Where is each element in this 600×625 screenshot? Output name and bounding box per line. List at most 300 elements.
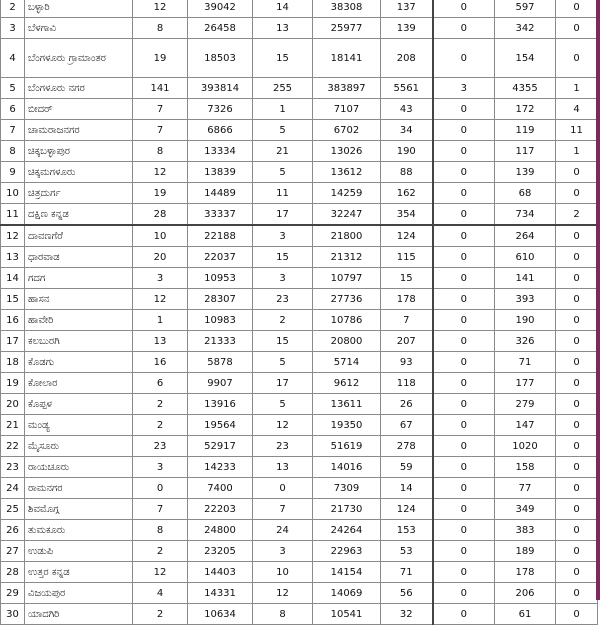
value-cell-c6: 0 [433, 204, 495, 226]
value-cell-c7: 597 [495, 0, 556, 18]
value-cell-c5: 139 [381, 18, 433, 39]
table-row [1, 204, 598, 226]
value-cell-c7: 77 [495, 478, 556, 499]
value-cell-c5: 56 [381, 583, 433, 604]
value-cell-c2: 13916 [188, 394, 253, 415]
value-cell-c7: 1020 [495, 436, 556, 457]
value-cell-c6: 0 [433, 39, 495, 78]
value-cell-c8: 1 [556, 141, 598, 162]
table-row [1, 604, 598, 625]
value-cell-c8: 0 [556, 247, 598, 268]
value-cell-c7: 279 [495, 394, 556, 415]
district-name-cell: ಬೀದರ್ [25, 99, 133, 120]
district-name-cell: ರಾಯಚೂರು [25, 457, 133, 478]
table-row [1, 457, 598, 478]
serial-number-cell: 5 [1, 78, 25, 99]
value-cell-c2: 10953 [188, 268, 253, 289]
value-cell-c7: 383 [495, 520, 556, 541]
value-cell-c4: 13612 [313, 162, 381, 183]
value-cell-c6: 0 [433, 583, 495, 604]
value-cell-c2: 52917 [188, 436, 253, 457]
value-cell-c4: 5714 [313, 352, 381, 373]
district-name-cell: ದಕ್ಷಿಣ ಕನ್ನಡ [25, 204, 133, 226]
value-cell-c4: 14016 [313, 457, 381, 478]
value-cell-c5: 67 [381, 415, 433, 436]
table-row [1, 352, 598, 373]
serial-number-cell: 7 [1, 120, 25, 141]
value-cell-c4: 13611 [313, 394, 381, 415]
district-name-cell: ಕೊಪ್ಪಳ [25, 394, 133, 415]
value-cell-c7: 68 [495, 183, 556, 204]
serial-number-cell: 9 [1, 162, 25, 183]
value-cell-c1: 12 [133, 289, 188, 310]
value-cell-c1: 19 [133, 183, 188, 204]
value-cell-c1: 7 [133, 120, 188, 141]
table-row [1, 583, 598, 604]
value-cell-c3: 1 [253, 99, 313, 120]
serial-number-cell: 22 [1, 436, 25, 457]
serial-number-cell: 17 [1, 331, 25, 352]
serial-number-cell: 10 [1, 183, 25, 204]
district-name-cell: ಮೈಸೂರು [25, 436, 133, 457]
value-cell-c7: 206 [495, 583, 556, 604]
value-cell-c7: 349 [495, 499, 556, 520]
value-cell-c3: 15 [253, 247, 313, 268]
value-cell-c8: 0 [556, 162, 598, 183]
table-row [1, 499, 598, 520]
table-row [1, 120, 598, 141]
value-cell-c5: 178 [381, 289, 433, 310]
value-cell-c2: 22203 [188, 499, 253, 520]
serial-number-cell: 24 [1, 478, 25, 499]
value-cell-c3: 5 [253, 394, 313, 415]
table-row [1, 247, 598, 268]
value-cell-c5: 32 [381, 604, 433, 625]
table-row [1, 478, 598, 499]
district-name-cell: ದಾವಣಗೆರೆ [25, 225, 133, 247]
value-cell-c2: 19564 [188, 415, 253, 436]
serial-number-cell: 4 [1, 39, 25, 78]
value-cell-c6: 0 [433, 18, 495, 39]
serial-number-cell: 12 [1, 225, 25, 247]
value-cell-c2: 5878 [188, 352, 253, 373]
serial-number-cell: 2 [1, 0, 25, 18]
value-cell-c5: 5561 [381, 78, 433, 99]
value-cell-c5: 15 [381, 268, 433, 289]
value-cell-c1: 13 [133, 331, 188, 352]
value-cell-c7: 119 [495, 120, 556, 141]
value-cell-c6: 0 [433, 604, 495, 625]
value-cell-c3: 11 [253, 183, 313, 204]
serial-number-cell: 27 [1, 541, 25, 562]
value-cell-c6: 0 [433, 478, 495, 499]
value-cell-c2: 18503 [188, 39, 253, 78]
table-row [1, 436, 598, 457]
serial-number-cell: 28 [1, 562, 25, 583]
table-row [1, 415, 598, 436]
value-cell-c1: 7 [133, 499, 188, 520]
value-cell-c2: 33337 [188, 204, 253, 226]
value-cell-c3: 3 [253, 225, 313, 247]
value-cell-c1: 2 [133, 541, 188, 562]
value-cell-c7: 172 [495, 99, 556, 120]
district-name-cell: ಬೆಂಗಳೂರು ನಗರ [25, 78, 133, 99]
district-name-cell: ಮಂಡ್ಯ [25, 415, 133, 436]
value-cell-c6: 0 [433, 373, 495, 394]
value-cell-c4: 14069 [313, 583, 381, 604]
value-cell-c6: 0 [433, 541, 495, 562]
value-cell-c6: 0 [433, 162, 495, 183]
district-name-cell: ಬೆಂಗಳೂರು ಗ್ರಾಮಾಂತರ [25, 39, 133, 78]
value-cell-c3: 7 [253, 499, 313, 520]
table-row [1, 39, 598, 78]
value-cell-c1: 1 [133, 310, 188, 331]
value-cell-c1: 20 [133, 247, 188, 268]
value-cell-c7: 326 [495, 331, 556, 352]
table-row [1, 225, 598, 247]
value-cell-c1: 2 [133, 604, 188, 625]
value-cell-c7: 71 [495, 352, 556, 373]
value-cell-c5: 124 [381, 499, 433, 520]
value-cell-c3: 15 [253, 331, 313, 352]
value-cell-c1: 7 [133, 99, 188, 120]
value-cell-c8: 0 [556, 478, 598, 499]
table-body [1, 0, 598, 625]
value-cell-c2: 22037 [188, 247, 253, 268]
serial-number-cell: 21 [1, 415, 25, 436]
value-cell-c1: 10 [133, 225, 188, 247]
value-cell-c6: 0 [433, 141, 495, 162]
table-row [1, 78, 598, 99]
value-cell-c5: 34 [381, 120, 433, 141]
value-cell-c1: 23 [133, 436, 188, 457]
value-cell-c3: 15 [253, 39, 313, 78]
value-cell-c5: 153 [381, 520, 433, 541]
value-cell-c1: 8 [133, 520, 188, 541]
value-cell-c6: 0 [433, 352, 495, 373]
value-cell-c4: 51619 [313, 436, 381, 457]
value-cell-c6: 0 [433, 562, 495, 583]
value-cell-c3: 23 [253, 289, 313, 310]
value-cell-c2: 22188 [188, 225, 253, 247]
value-cell-c6: 3 [433, 78, 495, 99]
value-cell-c7: 61 [495, 604, 556, 625]
value-cell-c2: 7326 [188, 99, 253, 120]
district-name-cell: ಹಾವೇರಿ [25, 310, 133, 331]
district-name-cell: ಹಾಸನ [25, 289, 133, 310]
value-cell-c7: 139 [495, 162, 556, 183]
value-cell-c2: 6866 [188, 120, 253, 141]
value-cell-c6: 0 [433, 457, 495, 478]
table-row [1, 331, 598, 352]
serial-number-cell: 11 [1, 204, 25, 226]
value-cell-c1: 8 [133, 18, 188, 39]
value-cell-c3: 17 [253, 204, 313, 226]
serial-number-cell: 26 [1, 520, 25, 541]
value-cell-c7: 190 [495, 310, 556, 331]
value-cell-c5: 88 [381, 162, 433, 183]
value-cell-c3: 17 [253, 373, 313, 394]
value-cell-c5: 137 [381, 0, 433, 18]
value-cell-c8: 0 [556, 225, 598, 247]
value-cell-c8: 0 [556, 436, 598, 457]
value-cell-c8: 0 [556, 18, 598, 39]
value-cell-c1: 28 [133, 204, 188, 226]
value-cell-c4: 25977 [313, 18, 381, 39]
value-cell-c2: 14331 [188, 583, 253, 604]
serial-number-cell: 18 [1, 352, 25, 373]
value-cell-c7: 158 [495, 457, 556, 478]
serial-number-cell: 15 [1, 289, 25, 310]
value-cell-c2: 393814 [188, 78, 253, 99]
district-name-cell: ಕಲಬುರಗಿ [25, 331, 133, 352]
value-cell-c6: 0 [433, 120, 495, 141]
table-row [1, 310, 598, 331]
value-cell-c1: 2 [133, 394, 188, 415]
table-row [1, 562, 598, 583]
value-cell-c7: 610 [495, 247, 556, 268]
value-cell-c1: 12 [133, 0, 188, 18]
value-cell-c5: 7 [381, 310, 433, 331]
value-cell-c3: 13 [253, 18, 313, 39]
value-cell-c4: 22963 [313, 541, 381, 562]
value-cell-c6: 0 [433, 225, 495, 247]
value-cell-c1: 16 [133, 352, 188, 373]
value-cell-c6: 0 [433, 99, 495, 120]
value-cell-c4: 21730 [313, 499, 381, 520]
value-cell-c1: 6 [133, 373, 188, 394]
value-cell-c8: 0 [556, 310, 598, 331]
table-row [1, 268, 598, 289]
value-cell-c4: 38308 [313, 0, 381, 18]
value-cell-c3: 5 [253, 162, 313, 183]
district-name-cell: ಉಡುಪಿ [25, 541, 133, 562]
district-name-cell: ಶಿವಮೊಗ್ಗ [25, 499, 133, 520]
table-row [1, 0, 598, 18]
value-cell-c1: 2 [133, 415, 188, 436]
value-cell-c8: 0 [556, 373, 598, 394]
value-cell-c4: 9612 [313, 373, 381, 394]
value-cell-c5: 53 [381, 541, 433, 562]
value-cell-c8: 0 [556, 562, 598, 583]
district-name-cell: ತುಮಕೂರು [25, 520, 133, 541]
value-cell-c7: 141 [495, 268, 556, 289]
value-cell-c8: 0 [556, 604, 598, 625]
value-cell-c4: 27736 [313, 289, 381, 310]
value-cell-c4: 7309 [313, 478, 381, 499]
value-cell-c1: 8 [133, 141, 188, 162]
value-cell-c4: 10786 [313, 310, 381, 331]
table-row [1, 99, 598, 120]
value-cell-c8: 0 [556, 289, 598, 310]
value-cell-c2: 13839 [188, 162, 253, 183]
value-cell-c4: 19350 [313, 415, 381, 436]
value-cell-c1: 3 [133, 457, 188, 478]
value-cell-c7: 178 [495, 562, 556, 583]
value-cell-c1: 0 [133, 478, 188, 499]
value-cell-c4: 32247 [313, 204, 381, 226]
value-cell-c8: 4 [556, 99, 598, 120]
value-cell-c6: 0 [433, 183, 495, 204]
value-cell-c5: 93 [381, 352, 433, 373]
value-cell-c8: 11 [556, 120, 598, 141]
value-cell-c5: 278 [381, 436, 433, 457]
district-name-cell: ಯಾದಗಿರಿ [25, 604, 133, 625]
value-cell-c4: 14259 [313, 183, 381, 204]
serial-number-cell: 23 [1, 457, 25, 478]
district-name-cell: ಚಿಕ್ಕಬಳ್ಳಾಪುರ [25, 141, 133, 162]
serial-number-cell: 20 [1, 394, 25, 415]
value-cell-c8: 0 [556, 183, 598, 204]
value-cell-c4: 14154 [313, 562, 381, 583]
value-cell-c8: 0 [556, 520, 598, 541]
value-cell-c5: 14 [381, 478, 433, 499]
value-cell-c8: 0 [556, 268, 598, 289]
value-cell-c1: 19 [133, 39, 188, 78]
value-cell-c7: 117 [495, 141, 556, 162]
value-cell-c5: 59 [381, 457, 433, 478]
value-cell-c7: 393 [495, 289, 556, 310]
value-cell-c8: 0 [556, 331, 598, 352]
value-cell-c7: 177 [495, 373, 556, 394]
value-cell-c3: 8 [253, 604, 313, 625]
value-cell-c3: 5 [253, 352, 313, 373]
district-name-cell: ಬೆಳಗಾವಿ [25, 18, 133, 39]
value-cell-c3: 14 [253, 0, 313, 18]
table-row [1, 394, 598, 415]
value-cell-c4: 20800 [313, 331, 381, 352]
value-cell-c5: 115 [381, 247, 433, 268]
serial-number-cell: 30 [1, 604, 25, 625]
value-cell-c1: 4 [133, 583, 188, 604]
value-cell-c2: 26458 [188, 18, 253, 39]
value-cell-c1: 141 [133, 78, 188, 99]
page-edge-accent [596, 0, 600, 600]
serial-number-cell: 25 [1, 499, 25, 520]
value-cell-c4: 6702 [313, 120, 381, 141]
serial-number-cell: 3 [1, 18, 25, 39]
value-cell-c6: 0 [433, 415, 495, 436]
table-row [1, 141, 598, 162]
value-cell-c2: 21333 [188, 331, 253, 352]
value-cell-c6: 0 [433, 247, 495, 268]
district-name-cell: ಚಿತ್ರದುರ್ಗ [25, 183, 133, 204]
value-cell-c5: 354 [381, 204, 433, 226]
value-cell-c3: 13 [253, 457, 313, 478]
serial-number-cell: 13 [1, 247, 25, 268]
value-cell-c6: 0 [433, 268, 495, 289]
value-cell-c3: 2 [253, 310, 313, 331]
value-cell-c2: 39042 [188, 0, 253, 18]
value-cell-c6: 0 [433, 436, 495, 457]
district-name-cell: ಉತ್ತರ ಕನ್ನಡ [25, 562, 133, 583]
serial-number-cell: 6 [1, 99, 25, 120]
value-cell-c6: 0 [433, 310, 495, 331]
value-cell-c7: 154 [495, 39, 556, 78]
value-cell-c3: 24 [253, 520, 313, 541]
value-cell-c2: 7400 [188, 478, 253, 499]
value-cell-c3: 3 [253, 268, 313, 289]
value-cell-c6: 0 [433, 331, 495, 352]
district-name-cell: ಚಾಮರಾಜನಗರ [25, 120, 133, 141]
value-cell-c3: 3 [253, 541, 313, 562]
district-name-cell: ರಾಮನಗರ [25, 478, 133, 499]
value-cell-c6: 0 [433, 289, 495, 310]
value-cell-c6: 0 [433, 499, 495, 520]
value-cell-c2: 14233 [188, 457, 253, 478]
value-cell-c8: 0 [556, 352, 598, 373]
value-cell-c3: 0 [253, 478, 313, 499]
value-cell-c8: 0 [556, 499, 598, 520]
value-cell-c2: 10634 [188, 604, 253, 625]
value-cell-c4: 21800 [313, 225, 381, 247]
value-cell-c8: 0 [556, 39, 598, 78]
value-cell-c4: 24264 [313, 520, 381, 541]
value-cell-c8: 0 [556, 457, 598, 478]
district-name-cell: ಬಳ್ಳಾರಿ [25, 0, 133, 18]
table-row [1, 541, 598, 562]
value-cell-c6: 0 [433, 0, 495, 18]
value-cell-c4: 7107 [313, 99, 381, 120]
value-cell-c5: 124 [381, 225, 433, 247]
value-cell-c7: 342 [495, 18, 556, 39]
value-cell-c5: 43 [381, 99, 433, 120]
value-cell-c4: 21312 [313, 247, 381, 268]
value-cell-c5: 162 [381, 183, 433, 204]
serial-number-cell: 19 [1, 373, 25, 394]
value-cell-c5: 207 [381, 331, 433, 352]
value-cell-c8: 0 [556, 394, 598, 415]
district-name-cell: ಚಿಕ್ಕಮಗಳೂರು [25, 162, 133, 183]
value-cell-c2: 14489 [188, 183, 253, 204]
value-cell-c5: 26 [381, 394, 433, 415]
table-row [1, 289, 598, 310]
value-cell-c1: 12 [133, 162, 188, 183]
district-name-cell: ಕೋಲಾರ [25, 373, 133, 394]
value-cell-c8: 0 [556, 0, 598, 18]
value-cell-c4: 18141 [313, 39, 381, 78]
value-cell-c7: 189 [495, 541, 556, 562]
value-cell-c8: 2 [556, 204, 598, 226]
value-cell-c7: 734 [495, 204, 556, 226]
value-cell-c7: 4355 [495, 78, 556, 99]
value-cell-c8: 1 [556, 78, 598, 99]
value-cell-c2: 13334 [188, 141, 253, 162]
value-cell-c2: 14403 [188, 562, 253, 583]
serial-number-cell: 8 [1, 141, 25, 162]
district-name-cell: ವಿಜಯಪುರ [25, 583, 133, 604]
value-cell-c3: 12 [253, 583, 313, 604]
table-row [1, 18, 598, 39]
table-row [1, 183, 598, 204]
district-name-cell: ಧಾರವಾಡ [25, 247, 133, 268]
value-cell-c3: 10 [253, 562, 313, 583]
value-cell-c2: 10983 [188, 310, 253, 331]
value-cell-c1: 3 [133, 268, 188, 289]
value-cell-c2: 9907 [188, 373, 253, 394]
district-name-cell: ಗದಗ [25, 268, 133, 289]
value-cell-c4: 383897 [313, 78, 381, 99]
value-cell-c5: 190 [381, 141, 433, 162]
value-cell-c4: 10541 [313, 604, 381, 625]
value-cell-c5: 208 [381, 39, 433, 78]
value-cell-c3: 23 [253, 436, 313, 457]
value-cell-c7: 147 [495, 415, 556, 436]
district-name-cell: ಕೊಡಗು [25, 352, 133, 373]
value-cell-c6: 0 [433, 394, 495, 415]
value-cell-c3: 21 [253, 141, 313, 162]
table-row [1, 520, 598, 541]
